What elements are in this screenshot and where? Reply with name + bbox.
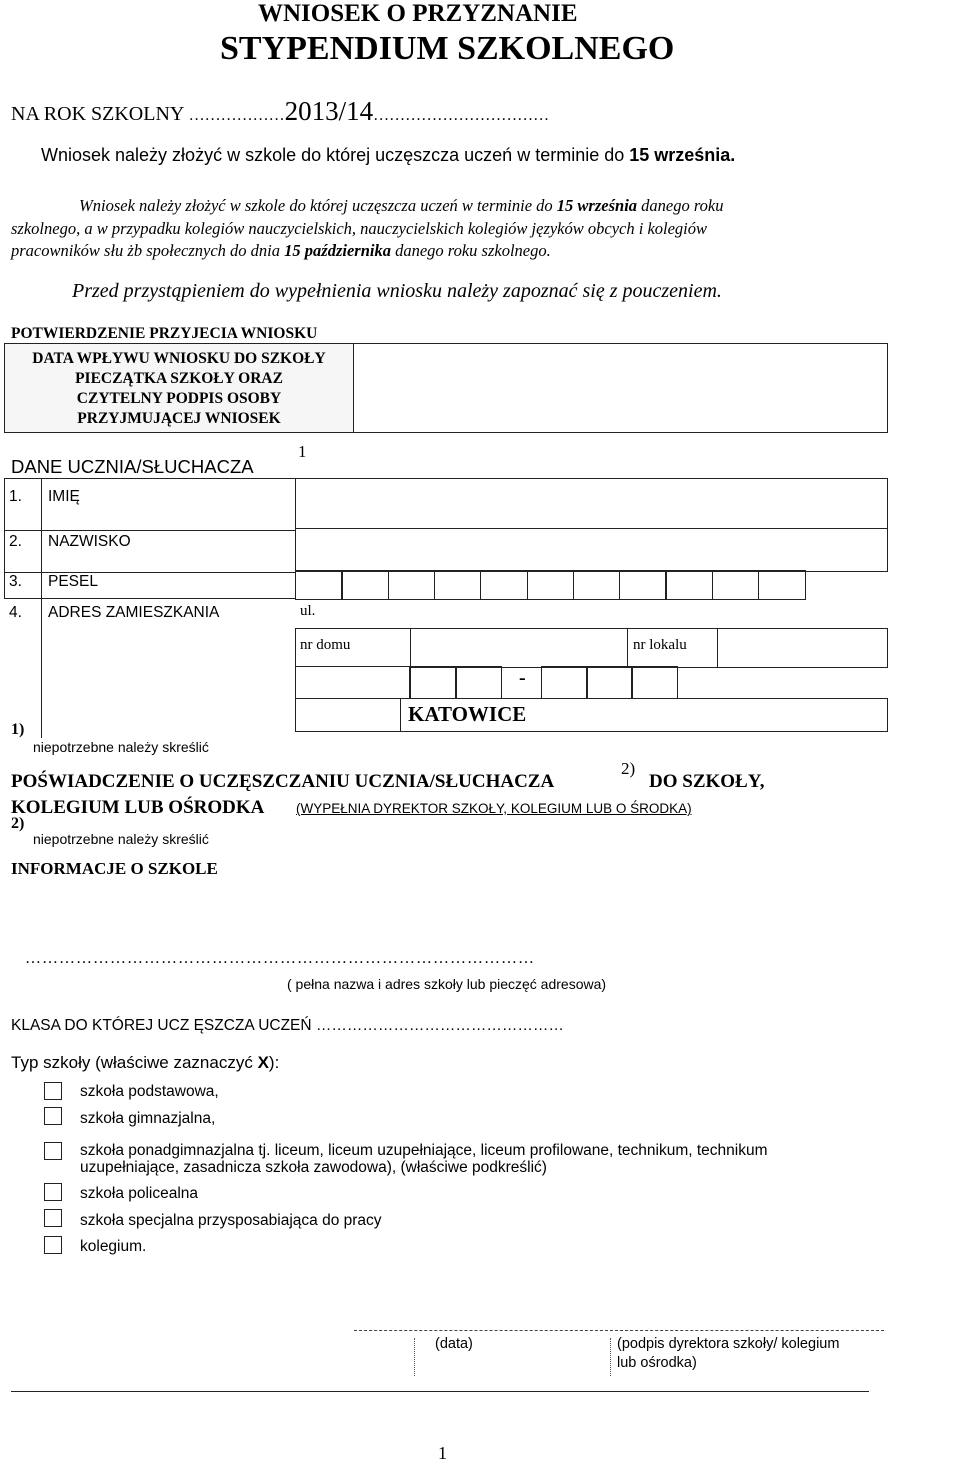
signature-field-border (610, 1338, 611, 1376)
school-type-prompt-text: Typ szkoły (właściwe zaznaczyć (11, 1053, 258, 1072)
student-heading: DANE UCZNIA/SŁUCHACZA (11, 456, 254, 477)
signature-caption-line-2: lub ośrodka) (617, 1355, 697, 1371)
pesel-digit-cell[interactable] (295, 570, 343, 600)
street-label: ul. (300, 603, 316, 619)
school-year-prefix: NA ROK SZKOLNY (11, 103, 184, 125)
number-column-border (41, 478, 42, 598)
school-type-prompt-end: ): (268, 1053, 280, 1072)
certificate-footnote-ref: 2) (621, 759, 636, 778)
flat-number-input-divider (717, 628, 718, 668)
date-caption: (data) (435, 1336, 473, 1352)
receipt-label-line: PRZYJMUJĄCEJ WNIOSEK (77, 410, 281, 427)
notice-line-3-a: pracowników słu żb społecznych do dnia (11, 241, 285, 260)
pesel-digit-cell[interactable] (480, 570, 528, 600)
school-year-value: 2013/14 (284, 96, 374, 126)
deadline-line (41, 145, 735, 166)
postal-code-digit-cell[interactable] (410, 666, 457, 700)
pesel-digit-cell[interactable] (388, 570, 436, 600)
notice-line-2: szkolnego, a w przypadku kolegiów nauczycielskich, nauczycielskich kolegiów języków obcych i kolegiów (11, 219, 708, 238)
footnote-2-mark: 2) (11, 815, 25, 832)
school-year-dots-right: …………………………… (373, 107, 550, 124)
school-info-heading: INFORMACJE O SZKOLE (11, 859, 218, 878)
receipt-label-line: CZYTELNY PODPIS OSOBY (76, 390, 282, 407)
postal-code-digit-cell[interactable] (586, 666, 633, 700)
house-number-label: nr domu (300, 637, 351, 653)
pesel-digit-cell[interactable] (758, 570, 806, 600)
signature-caption-line-1: (podpis dyrektora szkoły/ kolegium (617, 1336, 840, 1352)
class-input-dots[interactable]: ………………………………………… (315, 1017, 564, 1034)
footnote-separator (11, 1391, 869, 1392)
city-value: KATOWICE (408, 702, 527, 726)
certificate-heading: POŚWIADCZENIE O UCZĘSZCZANIU UCZNIA/SŁUCHACZA (11, 771, 555, 792)
footnote-2-text: niepotrzebne należy skreślić (33, 831, 209, 847)
school-type-prompt (11, 1053, 279, 1073)
pesel-digit-cell[interactable] (341, 570, 389, 600)
receipt-label (4, 349, 354, 429)
field-number-pesel: 3. (9, 573, 22, 590)
certificate-heading-line-2: KOLEGIUM LUB OŚRODKA (11, 797, 265, 818)
notice-line-3-c: danego roku szkolnego. (390, 241, 551, 260)
city-input[interactable] (295, 698, 888, 732)
instruction-text: Przed przystąpieniem do wypełnienia wniosku należy zapoznać się z pouczeniem. (72, 280, 722, 302)
house-number-divider (410, 628, 411, 668)
student-heading-footnote-ref: 1 (298, 442, 307, 461)
last-name-input[interactable] (295, 528, 888, 572)
city-divider (400, 698, 401, 732)
notice-line-3-b: 15 października (284, 241, 391, 260)
class-label: KLASA DO KTÓREJ UCZ ĘSZCZA UCZEŃ (11, 1017, 312, 1034)
postal-code-digit-cell[interactable] (455, 666, 502, 700)
title-line-2: STYPENDIUM SZKOLNEGO (220, 30, 675, 67)
school-year-line (11, 96, 549, 127)
flat-number-divider (627, 628, 628, 668)
receipt-stamp-area[interactable] (355, 344, 887, 432)
title-line-1: WNIOSEK O PRZYZNANIE (258, 0, 578, 27)
pesel-digit-cell[interactable] (573, 570, 621, 600)
certificate-filled-by-note: (WYPEŁNIA DYREKTOR SZKOŁY, KOLEGIUM LUB O ŚRODKA) (296, 801, 692, 816)
receipt-heading: POTWIERDZENIE PRZYJECIA WNIOSKU (11, 325, 318, 342)
pesel-digit-cell[interactable] (712, 570, 760, 600)
flat-number-label: nr lokalu (633, 637, 687, 653)
receipt-label-line: PIECZĄTKA SZKOŁY ORAZ (75, 370, 283, 387)
postal-code-label-cell (295, 666, 410, 700)
pesel-digit-cell[interactable] (434, 570, 482, 600)
school-type-college: kolegium. (80, 1238, 147, 1255)
first-name-input[interactable] (295, 478, 888, 530)
field-number-last-name: 2. (9, 533, 22, 550)
receipt-label-line: DATA WPŁYWU WNIOSKU DO SZKOŁY (32, 350, 326, 367)
field-label-pesel: PESEL (48, 573, 98, 590)
notice-line-1 (79, 196, 724, 216)
deadline-date: 15 września. (629, 145, 736, 165)
class-line (11, 1017, 564, 1035)
field-number-first-name: 1. (9, 488, 22, 505)
checkbox-lower-secondary-school[interactable] (44, 1107, 62, 1125)
school-name-dotted-line[interactable]: ……………………………………………………………………………… (25, 950, 535, 967)
postal-code-digit-cell[interactable] (631, 666, 678, 700)
checkbox-upper-secondary-school[interactable] (44, 1142, 62, 1160)
school-type-special: szkoła specjalna przysposabiająca do pracy (80, 1212, 382, 1229)
school-type-post-secondary: szkoła policealna (80, 1185, 199, 1202)
pesel-digit-cell[interactable] (527, 570, 575, 600)
field-number-address: 4. (9, 604, 22, 621)
street-bottom-line (295, 628, 888, 629)
field-label-first-name: IMIĘ (48, 488, 80, 505)
school-type-primary: szkoła podstawowa, (80, 1083, 219, 1100)
checkbox-primary-school[interactable] (44, 1082, 62, 1100)
signature-dashed-line (354, 1330, 884, 1331)
school-year-dots-left: ……………… (188, 107, 285, 124)
school-type-prompt-x: X (257, 1053, 269, 1072)
date-field-border (414, 1338, 415, 1376)
checkbox-college[interactable] (44, 1236, 62, 1254)
deadline-intro: Wniosek należy złożyć w szkole do której uczęszcza uczeń w terminie do (41, 145, 630, 165)
checkbox-post-secondary-school[interactable] (44, 1183, 62, 1201)
footnote-1-mark: 1) (11, 721, 25, 738)
pesel-digit-cell[interactable] (619, 570, 667, 600)
footnote-1-text: niepotrzebne należy skreślić (33, 739, 209, 755)
row-divider (4, 530, 296, 531)
pesel-digit-cell[interactable] (665, 570, 713, 600)
postal-code-digit-cell[interactable] (541, 666, 588, 700)
field-label-address: ADRES ZAMIESZKANIA (48, 604, 220, 621)
school-name-caption: ( pełna nazwa i adres szkoły lub pieczęć adresowa) (287, 976, 607, 992)
field-label-last-name: NAZWISKO (48, 533, 131, 550)
school-type-upper-secondary-continuation: uzupełniające, zasadnicza szkoła zawodowa), (właściwe podkreślić) (80, 1159, 547, 1176)
postal-code-dash: - (519, 667, 526, 689)
certificate-heading-tail: DO SZKOŁY, (649, 771, 765, 792)
notice-line-1-c: danego roku (637, 196, 724, 215)
row-divider (4, 478, 296, 479)
page-number: 1 (438, 1443, 447, 1463)
notice-line-1-b: 15 września (556, 196, 638, 215)
school-type-upper-secondary: szkoła ponadgimnazjalna tj. liceum, liceum uzupełniające, liceum profilowane, technikum, technikum (80, 1142, 768, 1159)
address-number-border (41, 598, 42, 738)
notice-line-1-a: Wniosek należy złożyć w szkole do której uczęszcza uczeń w terminie do (79, 196, 557, 215)
checkbox-special-school[interactable] (44, 1209, 62, 1227)
notice-line-3 (11, 241, 551, 261)
row-divider (4, 598, 296, 599)
label-column-left-border (4, 478, 5, 598)
street-input[interactable] (295, 628, 888, 668)
school-type-lower-secondary: szkoła gimnazjalna, (80, 1110, 216, 1127)
